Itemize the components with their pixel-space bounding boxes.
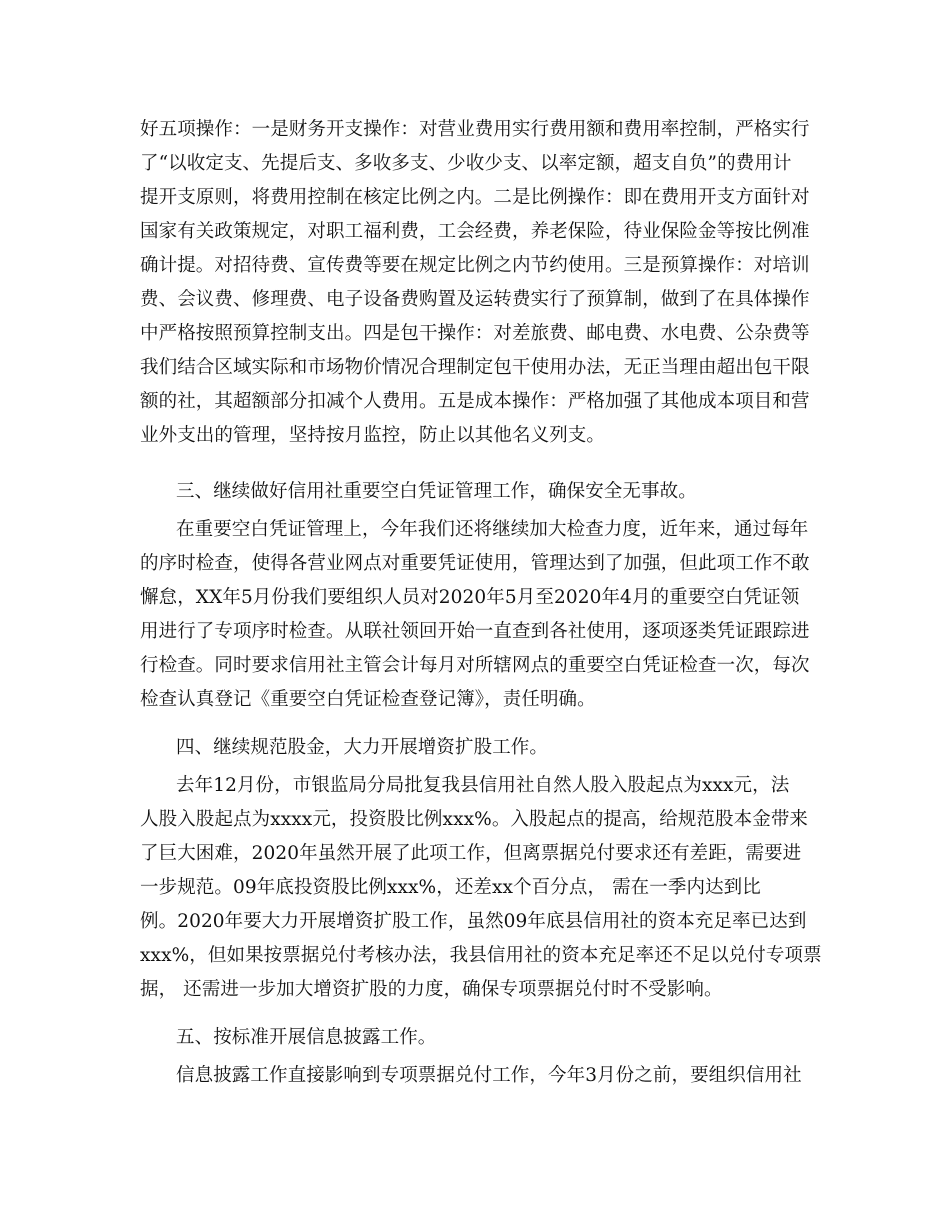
body-line: 额的社，其超额部分扣减个人费用。五是成本操作：严格加强了其他成本项目和营 <box>140 391 810 412</box>
body-line: 中严格按照预算控制支出。四是包干操作：对差旅费、邮电费、水电费、公杂费等 <box>140 323 810 344</box>
body-line: 好五项操作：一是财务开支操作：对营业费用实行费用额和费用率控制，严格实行 <box>140 119 810 140</box>
body-line: 行检查。同时要求信用社主管会计每月对所辖网点的重要空白凭证检查一次，每次 <box>140 655 810 676</box>
paragraph-first-line: 在重要空白凭证管理上，今年我们还将继续加大检查力度，近年来，通过每年 <box>176 519 809 540</box>
body-line: 例。2020年要大力开展增资扩股工作，虽然09年底县信用社的资本充足率已达到 <box>140 911 807 932</box>
body-line: 据， 还需进一步加大增资扩股的力度，确保专项票据兑付时不受影响。 <box>140 979 723 1000</box>
section-heading: 五、按标准开展信息披露工作。 <box>176 1027 437 1048</box>
paragraph-first-line: 去年12月份，市银监局分局批复我县信用社自然人股入股起点为xxx元，法 <box>176 775 790 796</box>
body-line: 检查认真登记《重要空白凭证检查登记簿》，责任明确。 <box>140 689 596 710</box>
body-line: 用进行了专项序时检查。从联社领回开始一直查到各社使用，逐项逐类凭证跟踪进 <box>140 621 810 642</box>
body-line: 的序时检查，使得各营业网点对重要凭证使用，管理达到了加强，但此项工作不敢 <box>140 553 810 574</box>
body-line: 国家有关政策规定，对职工福利费，工会经费，养老保险，待业保险金等按比例准 <box>140 221 810 242</box>
body-line: 人股入股起点为xxxx元，投资股比例xxx%。入股起点的提高，给规范股本金带来 <box>140 809 809 830</box>
body-line: 懈怠，XX年5月份我们要组织人员对2020年5月至2020年4月的重要空白凭证领 <box>140 587 800 608</box>
section-heading: 四、继续规范股金，大力开展增资扩股工作。 <box>176 737 549 758</box>
body-line: 确计提。对招待费、宣传费等要在规定比例之内节约使用。三是预算操作：对培训 <box>140 255 810 276</box>
body-line: xxx%，但如果按票据兑付考核办法，我县信用社的资本充足率还不足以兑付专项票 <box>140 945 822 966</box>
body-line: 费、会议费、修理费、电子设备费购置及运转费实行了预算制，做到了在具体操作 <box>140 289 810 310</box>
body-line: 了巨大困难，2020年虽然开展了此项工作，但离票据兑付要求还有差距，需要进 <box>140 843 802 864</box>
body-line: 提开支原则，将费用控制在核定比例之内。二是比例操作：即在费用开支方面针对 <box>140 187 810 208</box>
body-line: 我们结合区域实际和市场物价情况合理制定包干使用办法，无正当理由超出包干限 <box>140 357 810 378</box>
section-heading: 三、继续做好信用社重要空白凭证管理工作，确保安全无事故。 <box>176 481 697 502</box>
body-line: 一步规范。09年底投资股比例xxx%，还差xx个百分点， 需在一季内达到比 <box>140 877 761 898</box>
body-line: 业外支出的管理，坚持按月监控，防止以其他名义列支。 <box>140 425 606 446</box>
body-line: 了“以收定支、先提后支、多收多支、少收少支、以率定额，超支自负”的费用计 <box>140 153 792 174</box>
paragraph-first-line: 信息披露工作直接影响到专项票据兑付工作，今年3月份之前，要组织信用社 <box>176 1065 802 1086</box>
